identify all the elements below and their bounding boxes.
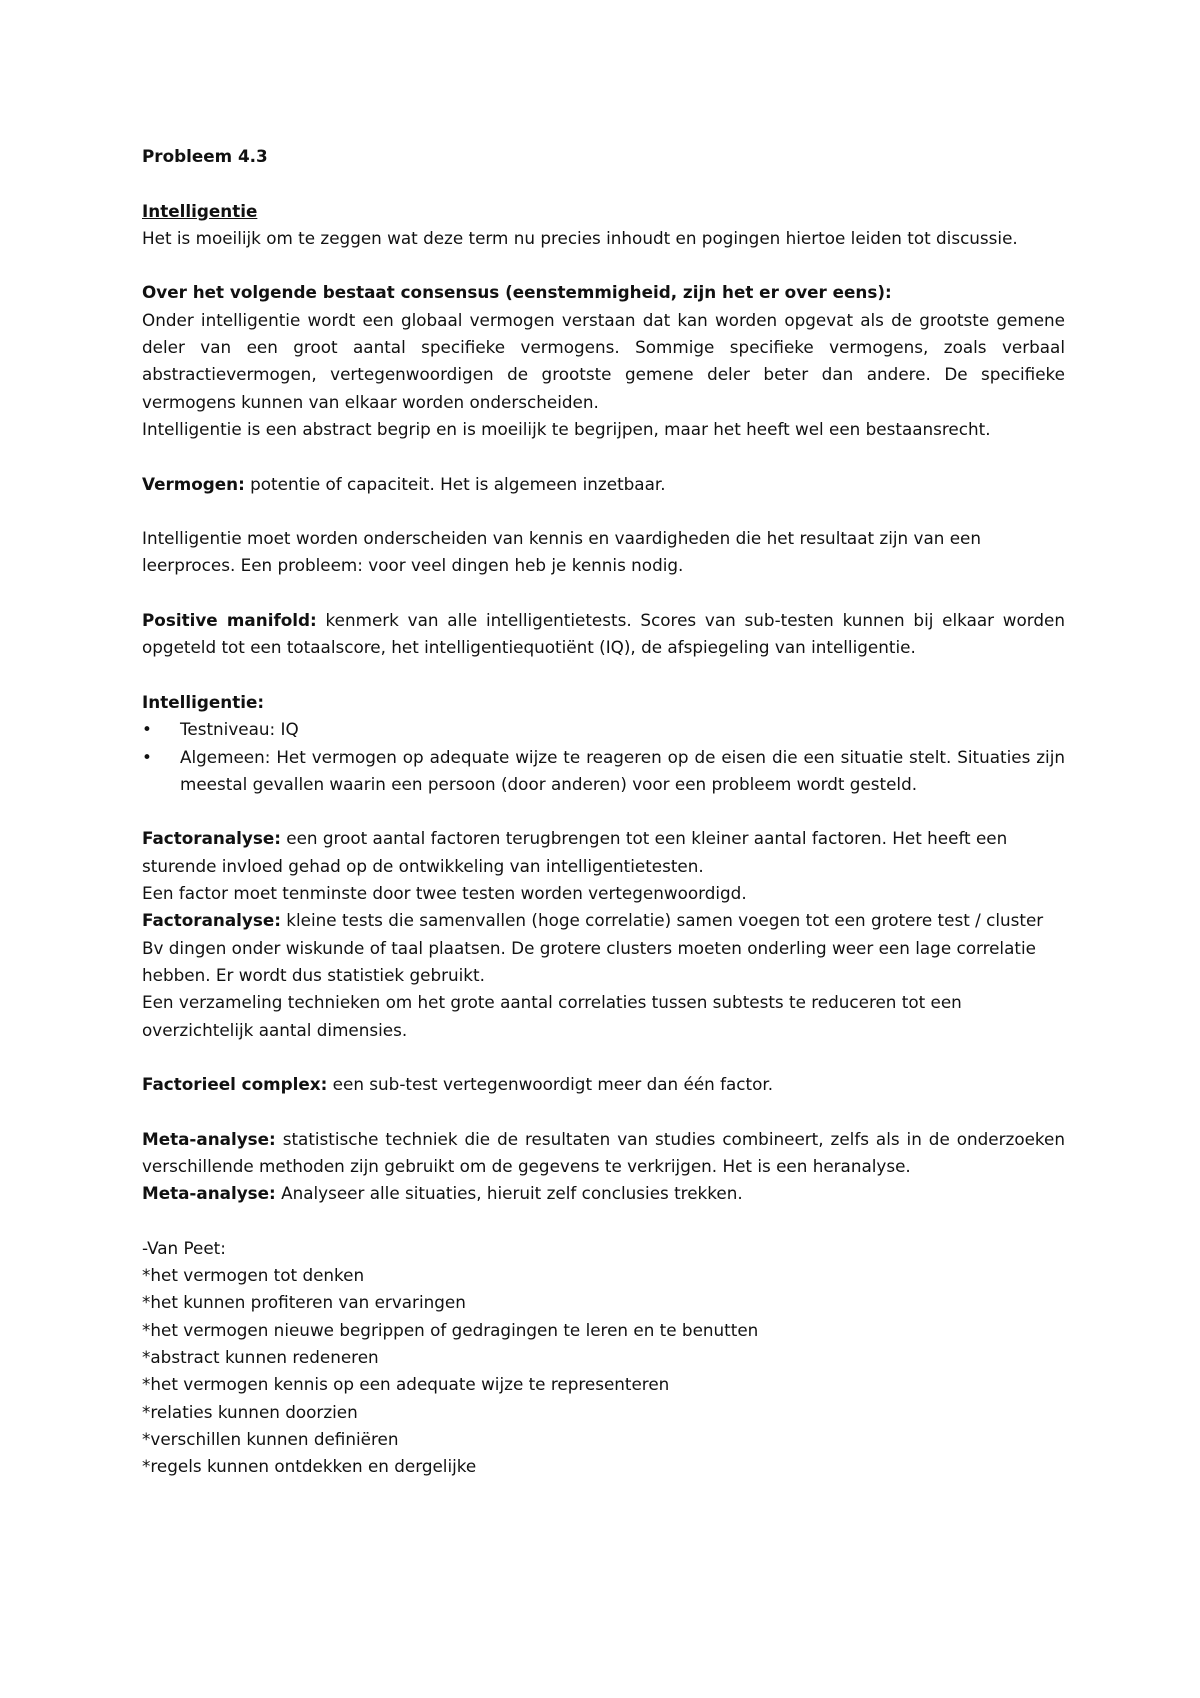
list-item: *relaties kunnen doorzien bbox=[142, 1401, 358, 1422]
complex-definition: een sub-test vertegenwoordigt meer dan één factor. bbox=[327, 1074, 774, 1095]
manifold-term: Positive manifold: bbox=[142, 610, 317, 631]
vermogen-definition: potentie of capaciteit. Het is algemeen inzetbaar. bbox=[244, 473, 666, 494]
list-item: *het kunnen profiteren van ervaringen bbox=[142, 1292, 466, 1313]
list-item-text: Testniveau: IQ bbox=[180, 719, 299, 740]
section-heading-intelligentie: Intelligentie bbox=[142, 200, 258, 221]
section-intelligentie bbox=[142, 198, 1065, 253]
list-item: *het vermogen kennis op een adequate wijze te representeren bbox=[142, 1374, 670, 1395]
section-factorieel-complex bbox=[142, 1071, 1065, 1098]
list-item: *regels kunnen ontdekken en dergelijke bbox=[142, 1456, 477, 1477]
list-item: *het vermogen tot denken bbox=[142, 1265, 365, 1286]
bullet-icon: • bbox=[142, 746, 152, 767]
list-item-text: Algemeen: Het vermogen op adequate wijze te reageren op de eisen die een situatie stelt. Situaties zijn meestal gevallen waarin een persoon (door anderen) voor een probleem wordt gesteld. bbox=[180, 746, 1065, 794]
van-peet-heading: -Van Peet: bbox=[142, 1237, 226, 1258]
consensus-heading: Over het volgende bestaat consensus (eenstemmigheid, zijn het er over eens): bbox=[142, 282, 892, 303]
intelligentie-list-heading: Intelligentie: bbox=[142, 691, 265, 712]
list-item bbox=[142, 744, 1065, 799]
section-van-peet bbox=[142, 1235, 1065, 1481]
list-item: *het vermogen nieuwe begrippen of gedragingen te leren en te benutten bbox=[142, 1319, 759, 1340]
consensus-paragraph: Onder intelligentie wordt een globaal vermogen verstaan dat kan worden opgevat als de grootste gemene deler van een groot aantal specifieke vermogens. Sommige specifieke vermogens, zoals verbaal abstractievermogen, vertegenwoordigen de grootste gemene deler beter dan andere. De specifieke vermogens kunnen van elkaar worden onderscheiden. bbox=[142, 309, 1065, 412]
meta-definition-2: Analyseer alle situaties, hieruit zelf conclusies trekken. bbox=[275, 1183, 743, 1204]
meta-term-2: Meta-analyse: bbox=[142, 1183, 276, 1204]
kennis-paragraph: Intelligentie moet worden onderscheiden van kennis en vaardigheden die het resultaat zijn van een leerproces. Een probleem: voor veel dingen heb je kennis nodig. bbox=[142, 528, 981, 576]
factoranalyse-paragraph-4: Een verzameling technieken om het grote aantal correlaties tussen subtests te reduceren tot een overzichtelijk aantal dimensies. bbox=[142, 992, 962, 1040]
section-meta-analyse bbox=[142, 1126, 1065, 1208]
intelligentie-bullet-list bbox=[142, 716, 1065, 798]
document-title: Probleem 4.3 bbox=[142, 146, 268, 166]
section-consensus bbox=[142, 279, 1065, 443]
section-kennis bbox=[142, 525, 1065, 580]
bullet-icon: • bbox=[142, 719, 152, 740]
list-item: *verschillen kunnen definiëren bbox=[142, 1428, 399, 1449]
section-intelligentie-list bbox=[142, 689, 1065, 798]
list-item bbox=[142, 716, 1065, 743]
factoranalyse-definition-1: een groot aantal factoren terugbrengen tot een kleiner aantal factoren. Het heeft een sturende invloed gehad op de ontwikkeling van intelligentietesten. bbox=[142, 828, 1008, 876]
section-vermogen bbox=[142, 471, 1065, 498]
factoranalyse-paragraph-2: Een factor moet tenminste door twee testen worden vertegenwoordigd. bbox=[142, 883, 747, 904]
section-factoranalyse bbox=[142, 825, 1065, 1043]
manifold-definition: kenmerk van alle intelligentietests. Scores van sub-testen kunnen bij elkaar worden opgeteld tot een totaalscore, het intelligentiequotiënt (IQ), de afspiegeling van intelligentie. bbox=[142, 610, 1066, 658]
list-item: *abstract kunnen redeneren bbox=[142, 1347, 379, 1368]
vermogen-term: Vermogen: bbox=[142, 473, 245, 494]
factoranalyse-term-1: Factoranalyse: bbox=[142, 828, 281, 849]
meta-definition-1: statistische techniek die de resultaten van studies combineert, zelfs als in de onderzoeken verschillende methoden zijn gebruikt om de gegevens te verkrijgen. Het is een heranalyse. bbox=[142, 1128, 1065, 1176]
meta-term-1: Meta-analyse: bbox=[142, 1128, 276, 1149]
factoranalyse-term-2: Factoranalyse: bbox=[142, 910, 281, 931]
intelligentie-paragraph: Het is moeilijk om te zeggen wat deze term nu precies inhoudt en pogingen hiertoe leiden tot discussie. bbox=[142, 227, 1018, 248]
section-positive-manifold bbox=[142, 607, 1065, 662]
factoranalyse-definition-2: kleine tests die samenvallen (hoge correlatie) samen voegen tot een grotere test / cluster Bv dingen onder wiskunde of taal plaatsen. De grotere clusters moeten onderling weer een lage correlatie hebben. Er wordt dus statistiek gebruikt. bbox=[142, 910, 1044, 985]
complex-term: Factorieel complex: bbox=[142, 1074, 328, 1095]
consensus-paragraph-2: Intelligentie is een abstract begrip en is moeilijk te begrijpen, maar het heeft wel een bestaansrecht. bbox=[142, 418, 991, 439]
